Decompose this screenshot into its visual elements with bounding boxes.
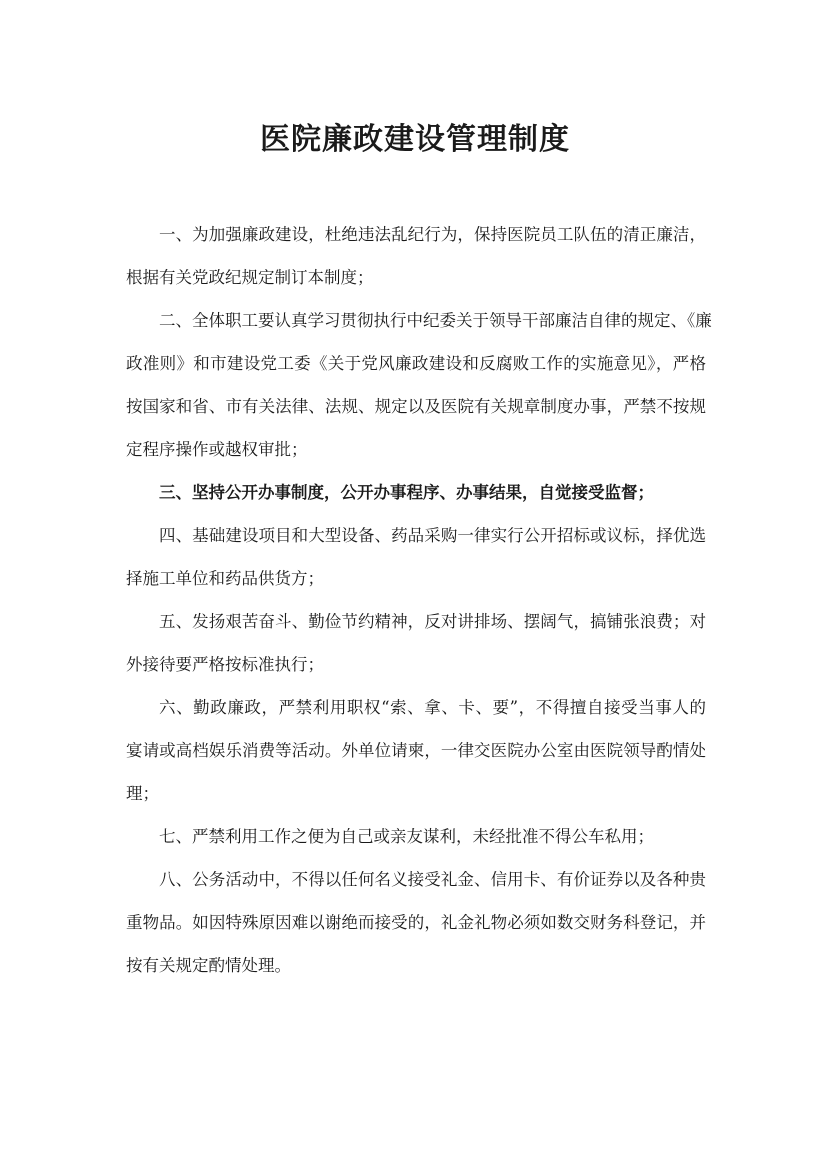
paragraph-3 xyxy=(126,479,706,522)
paragraph-line: 五、发扬艰苦奋斗、勤俭节约精神，反对讲排场、摆阔气，搞铺张浪费；对 xyxy=(159,612,706,631)
paragraph-line: 定程序操作或越权审批； xyxy=(126,440,308,459)
paragraph-line: 外接待要严格按标准执行； xyxy=(126,655,324,674)
paragraph-line: 宴请或高档娱乐消费等活动。外单位请柬，一律交医院办公室由医院领导酌情处 xyxy=(126,741,706,760)
paragraph-line: 六、勤政廉政，严禁利用职权“索、拿、卡、要”，不得擅自接受当事人的 xyxy=(159,698,706,717)
paragraph-line: 四、基础建设项目和大型设备、药品采购一律实行公开招标或议标，择优选 xyxy=(159,526,706,545)
paragraph-line: 按国家和省、市有关法律、法规、规定以及医院有关规章制度办事，严禁不按规 xyxy=(126,397,706,416)
paragraph-line: 二、全体职工要认真学习贯彻执行中纪委关于领导干部廉洁自律的规定、《廉 xyxy=(159,311,712,330)
paragraph-line: 根据有关党政纪规定制订本制度； xyxy=(126,268,374,287)
paragraph-4 xyxy=(126,522,706,608)
document-title: 医院廉政建设管理制度 xyxy=(260,122,570,157)
paragraph-1 xyxy=(126,221,706,307)
paragraph-line: 七、严禁利用工作之便为自己或亲友谋利，未经批准不得公车私用； xyxy=(159,827,654,846)
paragraph-8 xyxy=(126,866,706,995)
paragraph-2 xyxy=(126,307,712,479)
paragraph-line: 一、为加强廉政建设，杜绝违法乱纪行为，保持医院员工队伍的清正廉洁， xyxy=(159,225,706,244)
paragraph-line: 理； xyxy=(126,784,159,803)
paragraph-line: 三、坚持公开办事制度，公开办事程序、办事结果，自觉接受监督； xyxy=(159,483,654,502)
paragraph-line: 择施工单位和药品供货方； xyxy=(126,569,324,588)
paragraph-line: 按有关规定酌情处理。 xyxy=(126,956,291,975)
document-body xyxy=(126,221,712,995)
paragraph-line: 八、公务活动中，不得以任何名义接受礼金、信用卡、有价证券以及各种贵 xyxy=(159,870,706,889)
paragraph-line: 政准则》和市建设党工委《关于党风廉政建设和反腐败工作的实施意见》，严格 xyxy=(126,354,706,373)
paragraph-line: 重物品。如因特殊原因难以谢绝而接受的，礼金礼物必须如数交财务科登记，并 xyxy=(126,913,706,932)
paragraph-6 xyxy=(126,694,706,823)
paragraph-5 xyxy=(126,608,706,694)
paragraph-7 xyxy=(126,823,706,866)
